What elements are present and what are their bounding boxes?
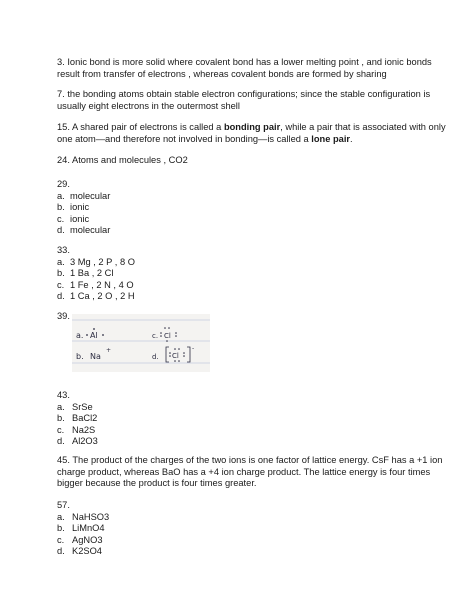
answer-45-line-2: charge product, whereas BaO has a +4 ion charge product. The lattice energy is four times [57, 466, 431, 477]
answer-43-option: b. BaCl2 [57, 413, 98, 423]
lewis-dot-sketch [72, 314, 210, 372]
answer-43-option: c. Na2S [57, 424, 96, 435]
handwriting-a-symbol: Al [90, 331, 98, 340]
answer-15-text-b: , while a pair that is associated with only [280, 122, 446, 132]
answer-43 [57, 390, 427, 448]
answer-39-number: 39. [57, 311, 70, 321]
answer-15-text-c: one atom—and therefore not involved in bonding—is called a [57, 133, 312, 144]
handwriting-d-charge: - [192, 345, 195, 352]
answer-33-option: c. 1 Fe , 2 N , 4 O [57, 279, 134, 290]
answer-33-number: 33. [57, 245, 70, 255]
handwriting-d-label: d. [152, 353, 159, 361]
answer-15 [57, 122, 446, 145]
answer-7-line-2: usually eight electrons in the outermost shell [57, 100, 240, 111]
answer-29-option: a. molecular [57, 190, 111, 201]
answer-57-option: d. K2SO4 [57, 546, 102, 556]
answer-57 [57, 500, 427, 558]
answer-33-option: b. 1 Ba , 2 Cl [57, 268, 114, 278]
answer-45-line-1: 45. The product of the charges of the two ions is one factor of lattice energy. CsF has a +1 ion [57, 455, 443, 465]
handwritten-lewis-dot-image [72, 314, 210, 372]
term-bonding-pair: bonding pair [223, 122, 281, 132]
answer-29-number: 29. [57, 179, 70, 189]
answer-43-number: 43. [57, 390, 70, 400]
answer-3 [57, 57, 432, 80]
answer-45 [57, 455, 443, 490]
handwriting-d-symbol: Cl [172, 352, 179, 360]
answer-57-option: a. NaHSO3 [57, 511, 110, 522]
answer-29-option: b. ionic [57, 202, 90, 212]
answer-15-line-1 [57, 122, 446, 134]
answer-3-line-1: 3. Ionic bond is more solid where covalent bond has a lower melting point , and ionic bonds [57, 57, 432, 67]
answer-33 [57, 245, 427, 303]
handwriting-a-label: a. [76, 331, 84, 340]
answer-45-line-3: bigger because the product is four times greater. [57, 478, 257, 488]
handwriting-b-charge: + [106, 347, 112, 354]
answer-15-text-a: 15. A shared pair of electrons is called a [57, 122, 224, 132]
answer-33-option: d. 1 Ca , 2 O , 2 H [57, 291, 135, 301]
answer-57-number: 57. [57, 500, 70, 510]
answer-7-line-1: 7. the bonding atoms obtain stable electron configurations; since the stable configuration is [57, 89, 431, 99]
answer-15-text-d: . [350, 133, 353, 144]
answer-29-option: d. molecular [57, 225, 111, 235]
answer-29 [57, 179, 427, 237]
handwriting-c-symbol: Cl [164, 332, 171, 340]
answer-43-option: d. Al2O3 [57, 436, 98, 446]
handwriting-c-label: c. [152, 332, 159, 340]
term-lone-pair: lone pair [311, 133, 351, 144]
answer-7 [57, 89, 431, 112]
answer-57-option: b. LiMnO4 [57, 523, 105, 533]
answer-15-line-2 [57, 134, 427, 146]
answer-33-option: a. 3 Mg , 2 P , 8 O [57, 256, 135, 267]
answer-24 [57, 155, 427, 167]
answer-29-option: c. ionic [57, 213, 90, 224]
handwriting-b-symbol: Na [90, 352, 101, 361]
answer-43-option: a. SrSe [57, 401, 93, 412]
answer-57-option: c. AgNO3 [57, 534, 103, 545]
handwriting-b-label: b. [76, 352, 84, 361]
answer-3-line-2: result from transfer of electrons , whereas covalent bonds are formed by sharing [57, 68, 387, 79]
answer-24-text: 24. Atoms and molecules , CO2 [57, 155, 188, 165]
